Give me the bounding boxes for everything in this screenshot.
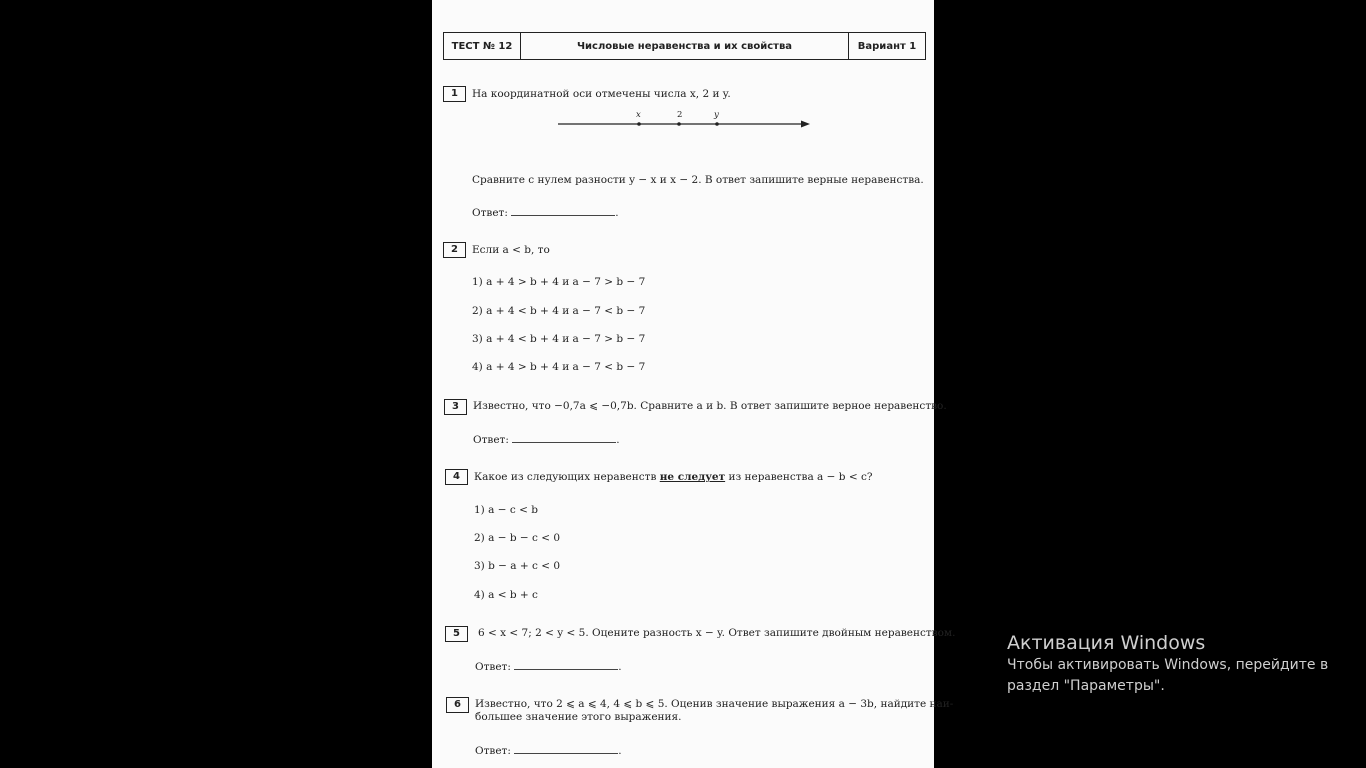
label-x: x [636, 110, 641, 120]
answer-field-5[interactable]: Ответ: . [475, 661, 622, 673]
point-y [715, 122, 719, 126]
answer-line [514, 743, 618, 754]
answer-field-1[interactable]: Ответ: . [472, 207, 619, 219]
question-number-2: 2 [443, 242, 466, 258]
question-3-text: Известно, что −0,7a ⩽ −0,7b. Сравните a и b. В ответ запишите верное неравенство. [473, 400, 947, 412]
option-4-2: 2) a − b − c < 0 [474, 532, 561, 544]
question-number-6: 6 [446, 697, 469, 713]
variant-label: Вариант 1 [857, 40, 917, 52]
emphasis-not-follows: не следует [659, 471, 726, 483]
option-2-2: 2) a + 4 < b + 4 и a − 7 < b − 7 [472, 305, 646, 317]
answer-field-3[interactable]: Ответ: . [473, 434, 620, 446]
test-number: ТЕСТ № 12 [444, 33, 521, 59]
worksheet-page [432, 0, 956, 768]
label-2: 2 [677, 110, 683, 120]
activation-line-1: Чтобы активировать Windows, перейдите в [1007, 657, 1329, 673]
question-1-text: На координатной оси отмечены числа x, 2 и y. [472, 88, 731, 100]
question-2-text: Если a < b, то [472, 244, 550, 256]
answer-label: Ответ: [475, 661, 511, 673]
answer-line [511, 205, 615, 216]
question-6-text-cont: большее значение этого выражения. [475, 711, 682, 723]
option-2-3: 3) a + 4 < b + 4 и a − 7 > b − 7 [472, 333, 646, 345]
question-6-text: Известно, что 2 ⩽ a ⩽ 4, 4 ⩽ b ⩽ 5. Оценив значение выражения a − 3b, найдите наи- [475, 698, 954, 710]
answer-field-6[interactable]: Ответ: . [475, 745, 622, 757]
label-y: y [714, 110, 719, 120]
answer-line [512, 432, 616, 443]
test-title: Числовые неравенства и их свойства [521, 33, 849, 59]
activation-title: Активация Windows [1007, 632, 1206, 654]
question-number-1: 1 [443, 86, 466, 102]
answer-line [514, 659, 618, 670]
option-4-4: 4) a < b + c [474, 589, 538, 601]
option-2-1: 1) a + 4 > b + 4 и a − 7 > b − 7 [472, 276, 646, 288]
test-header [443, 32, 926, 60]
question-4-text: Какое из следующих неравенств не следует из неравенства a − b < c? [474, 471, 873, 483]
answer-label: Ответ: [472, 207, 508, 219]
question-5-text: 6 < x < 7; 2 < y < 5. Оцените разность x − y. Ответ запишите двойным неравенством. [478, 627, 956, 639]
question-number-3: 3 [444, 399, 467, 415]
answer-label: Ответ: [475, 745, 511, 757]
option-4-1: 1) a − c < b [474, 504, 538, 516]
question-1-task: Сравните с нулем разности y − x и x − 2. В ответ запишите верные неравенства. [472, 174, 924, 186]
option-4-3: 3) b − a + c < 0 [474, 560, 561, 572]
activation-line-2: раздел "Параметры". [1007, 678, 1165, 694]
point-2 [677, 122, 681, 126]
point-x [637, 122, 641, 126]
arrow-right-icon [801, 121, 810, 128]
answer-label: Ответ: [473, 434, 509, 446]
question-number-4: 4 [445, 469, 468, 485]
question-number-5: 5 [445, 626, 468, 642]
number-line [552, 115, 817, 131]
option-2-4: 4) a + 4 > b + 4 и a − 7 < b − 7 [472, 361, 646, 373]
